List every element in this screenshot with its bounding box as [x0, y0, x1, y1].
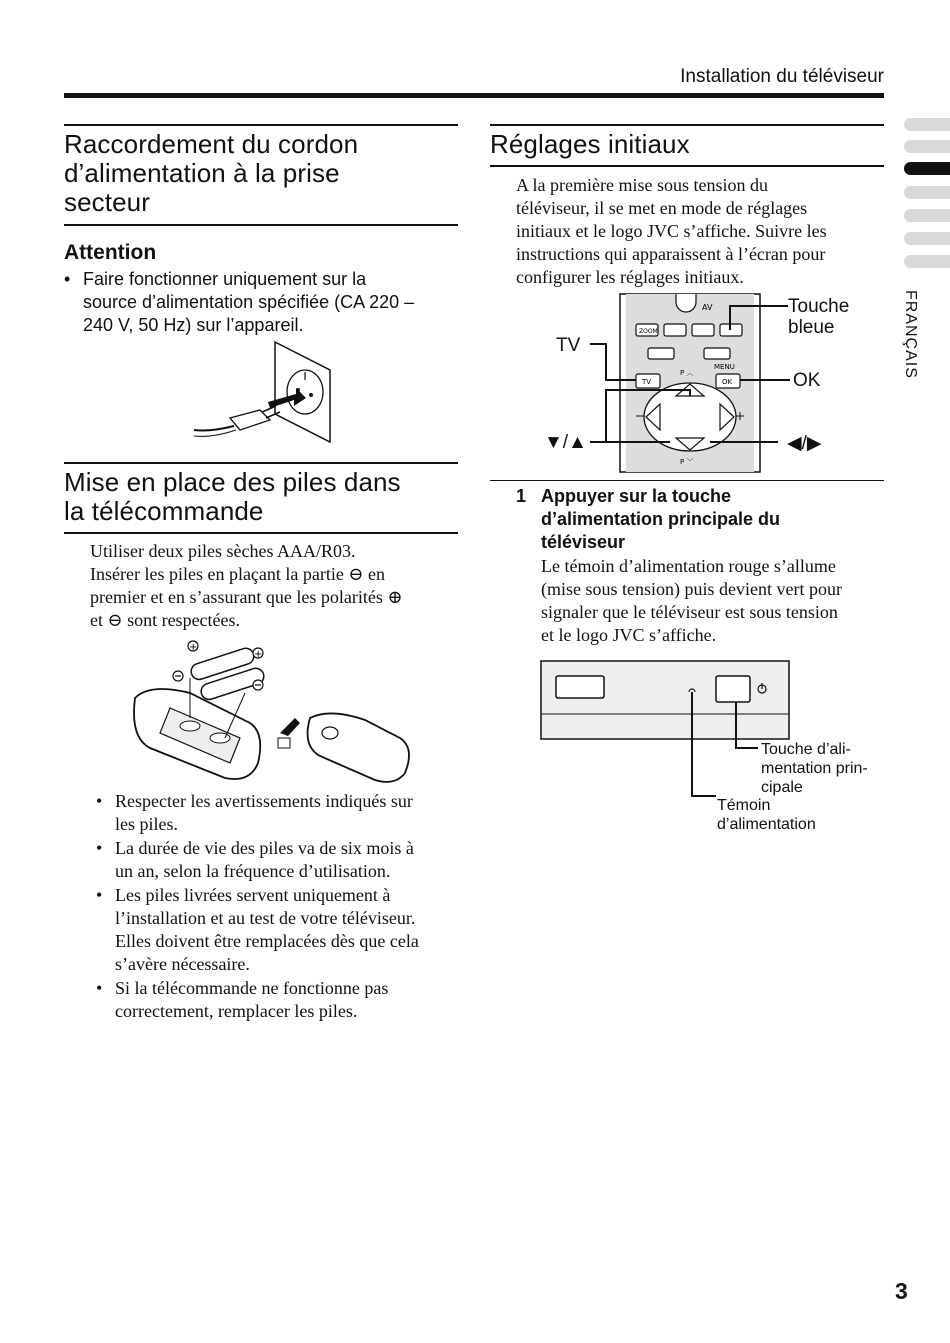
section-rule — [64, 462, 458, 464]
paragraph-line: (mise sous tension) puis devient vert pour — [541, 579, 842, 599]
bullet-line: Faire fonctionner uniquement sur la — [83, 269, 367, 289]
bullet-line: source d’alimentation spécifiée (CA 220 – — [83, 292, 415, 312]
step-body — [541, 555, 884, 647]
running-header: Installation du téléviseur — [680, 66, 884, 87]
chapter-tab — [904, 232, 950, 245]
title-line: Raccordement du cordon — [64, 129, 359, 159]
section-rule — [64, 224, 458, 226]
header-rule — [64, 93, 884, 98]
step-title-line: Appuyer sur la touche — [541, 486, 732, 506]
section-title-initial-settings: Réglages initiaux — [490, 129, 690, 159]
section-title-batteries — [64, 468, 458, 526]
bullet-line: 240 V, 50 Hz) sur l’appareil. — [83, 315, 304, 335]
title-line: la télécommande — [64, 496, 264, 526]
paragraph-line: instructions qui apparaissent à l’écran pour — [516, 244, 826, 264]
item-line: Respecter les avertissements indiqués sur — [115, 791, 413, 811]
remote-label-tv: TV — [556, 335, 581, 356]
remote-key-av: AV — [702, 303, 713, 312]
remote-key-ok: OK — [722, 378, 733, 386]
label-line: bleue — [788, 317, 835, 338]
chapter-tab — [904, 140, 950, 153]
paragraph-line: A la première mise sous tension du — [516, 175, 768, 195]
remote-label-up-down: ▼/▲ — [544, 432, 587, 453]
item-line: Si la télécommande ne fonctionne pas — [115, 978, 389, 998]
step-rule — [490, 480, 884, 481]
label-line: Touche — [788, 296, 850, 317]
power-key-label — [761, 740, 885, 797]
section-rule — [64, 124, 458, 126]
list-item: • Si la télécommande ne fonctionne pas correctement, remplacer les piles. — [96, 977, 458, 1023]
item-line: Elles doivent être remplacées dès que cela — [115, 931, 419, 951]
remote-label-left-right: ◀/▶ — [787, 433, 822, 454]
item-line: les piles. — [115, 814, 178, 834]
chapter-tab — [904, 186, 950, 199]
list-item: • Respecter les avertissements indiqués sur les piles. — [96, 790, 458, 836]
label-line: mentation prin- — [761, 760, 868, 777]
remote-key-menu: MENU — [714, 363, 735, 371]
remote-key-tv: TV — [642, 378, 652, 386]
wall-socket-illustration — [190, 340, 340, 445]
section-rule — [490, 124, 884, 126]
title-line: secteur — [64, 187, 150, 217]
remote-key-zoom: ZOOM — [639, 328, 658, 335]
item-line: s’avère nécessaire. — [115, 954, 250, 974]
paragraph-line: signaler que le téléviseur est sous tension — [541, 602, 838, 622]
battery-insertion-illustration — [130, 638, 415, 786]
label-line: Témoin — [717, 797, 771, 814]
remote-label-ok: OK — [793, 370, 821, 391]
section-rule — [490, 165, 884, 167]
attention-heading: Attention — [64, 241, 157, 264]
paragraph-line: Insérer les piles en plaçant la partie ⊖ en — [90, 564, 385, 584]
list-item: • La durée de vie des piles va de six mois à un an, selon la fréquence d’utilisation. — [96, 837, 458, 883]
paragraph-line: et le logo JVC s’affiche. — [541, 625, 717, 645]
power-indicator-label — [717, 796, 867, 834]
item-line: l’installation et au test de votre téléviseur. — [115, 908, 416, 928]
paragraph-line: et ⊖ sont respectées. — [90, 610, 241, 630]
battery-intro-paragraph — [90, 540, 458, 632]
step-title — [541, 485, 884, 554]
remote-label-blue-button — [788, 296, 849, 338]
paragraph-line: initiaux et le logo JVC s’affiche. Suivre les — [516, 221, 827, 241]
initial-settings-paragraph — [516, 174, 884, 289]
step-title-line: téléviseur — [541, 532, 626, 552]
chapter-tab — [904, 209, 950, 222]
step-number: 1 — [516, 486, 527, 506]
label-line: cipale — [761, 779, 803, 796]
chapter-tab — [904, 118, 950, 131]
title-line: d’alimentation à la prise — [64, 158, 340, 188]
battery-notes-list — [96, 790, 458, 1024]
chapter-tab-active — [904, 162, 950, 175]
item-line: un an, selon la fréquence d’utilisation. — [115, 861, 391, 881]
label-line: Touche d’ali- — [761, 741, 851, 758]
chapter-tab — [904, 255, 950, 268]
svg-text:+: + — [254, 649, 263, 660]
remote-key-p-up: P ︿ — [680, 369, 694, 377]
list-item: • Les piles livrées servent uniquement à l’installation et au test de votre téléviseur. Elles doivent être remplacées dès que cela s’avère nécessaire. — [96, 884, 458, 976]
attention-bullet: • Faire fonctionner uniquement sur la source d’alimentation spécifiée (CA 220 – 240 V, 50 Hz) sur l’appareil. — [64, 269, 415, 335]
paragraph-line: premier et en s’assurant que les polarités ⊕ — [90, 587, 403, 607]
item-line: Les piles livrées servent uniquement à — [115, 885, 391, 905]
svg-text:+: + — [189, 642, 198, 653]
paragraph-line: Le témoin d’alimentation rouge s’allume — [541, 556, 836, 576]
item-line: La durée de vie des piles va de six mois à — [115, 838, 414, 858]
item-line: correctement, remplacer les piles. — [115, 1001, 358, 1021]
paragraph-line: Utiliser deux piles sèches AAA/R03. — [90, 541, 356, 561]
label-line: d’alimentation — [717, 816, 816, 833]
language-text: FRANÇAIS — [902, 290, 919, 379]
title-line: Mise en place des piles dans — [64, 467, 401, 497]
section-title-power-cord — [64, 130, 458, 217]
step-title-line: d’alimentation principale du — [541, 509, 781, 529]
page-number: 3 — [895, 1278, 908, 1304]
section-rule — [64, 532, 458, 534]
paragraph-line: téléviseur, il se met en mode de réglages — [516, 198, 808, 218]
language-label — [901, 290, 931, 390]
remote-key-p-down: P ﹀ — [680, 458, 694, 466]
paragraph-line: configurer les réglages initiaux. — [516, 267, 744, 287]
